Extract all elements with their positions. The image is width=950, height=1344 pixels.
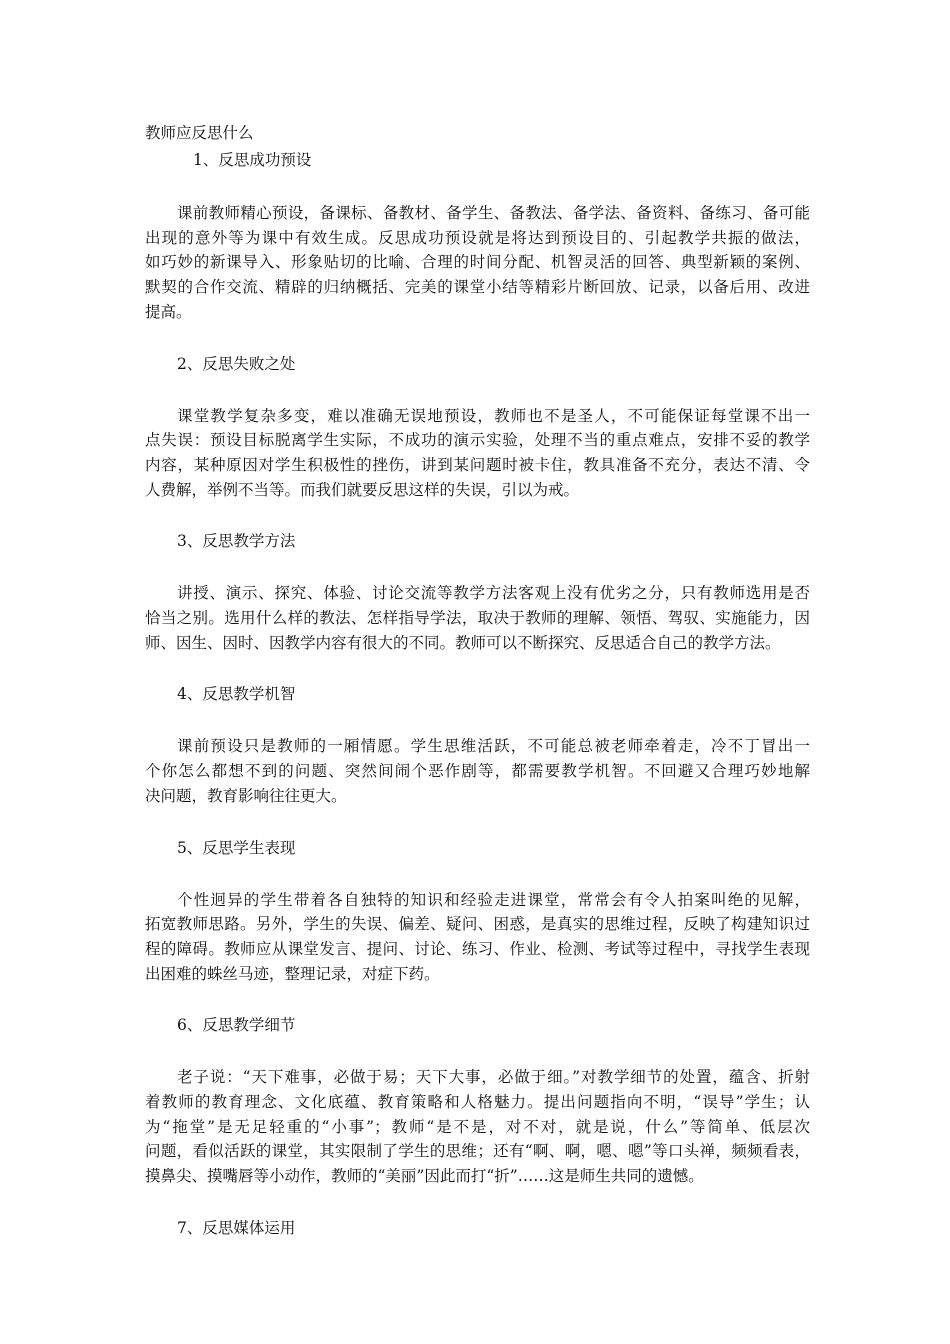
paragraph-line: 人费解，举例不当等。而我们就要反思这样的失误，引以为戒。 — [145, 480, 580, 499]
paragraph-line: 出困难的蛛丝马迹，整理记录，对症下药。 — [145, 964, 440, 983]
section-heading: 1、反思成功预设 — [193, 151, 312, 169]
paragraph-line: 为“拖堂”是无足轻重的“小事”；教师“是不是，对不对，就是说，什么”等简单、低层次 — [145, 1117, 810, 1136]
section-paragraph — [145, 404, 810, 503]
paragraph-line: 提高。 — [145, 302, 192, 321]
paragraph-line: 恰当之别。选用什么样的教法、怎样指导学法，取决于教师的理解、领悟、驾驭、实施能力，因 — [145, 609, 810, 628]
paragraph-line: 点失误：预设目标脱离学生实际，不成功的演示实验，处理不当的重点难点，安排不妥的教学 — [145, 431, 810, 450]
section-paragraph — [145, 888, 810, 987]
paragraph-line: 师、因生、因时、因教学内容有很大的不同。教师可以不断探究、反思适合自己的教学方法。 — [145, 633, 781, 652]
section-heading: 7、反思媒体运用 — [177, 1218, 296, 1237]
paragraph-line: 内容，某种原因对学生积极性的挫伤，讲到某问题时被卡住，教具准备不充分，表达不清、令 — [145, 455, 810, 474]
paragraph-line: 讲授、演示、探究、体验、讨论交流等教学方法客观上没有优劣之分，只有教师选用是否 — [177, 584, 810, 603]
paragraph-line: 问题，看似活跃的课堂，其实限制了学生的思维；还有“啊、啊，嗯、嗯”等口头禅，频频看表， — [145, 1142, 810, 1161]
section-heading: 3、反思教学方法 — [177, 532, 296, 551]
paragraph-line: 默契的合作交流、精辟的归纳概括、完美的课堂小结等精彩片断回放、记录，以备后用、改进 — [145, 278, 810, 297]
paragraph-line: 摸鼻尖、摸嘴唇等小动作，教师的“美丽”因此而打“折”……这是师生共同的遗憾。 — [145, 1167, 704, 1186]
paragraph-line: 决问题，教育影响往往更大。 — [145, 786, 347, 805]
section-heading: 4、反思教学机智 — [177, 685, 296, 704]
paragraph-line: 个你怎么都想不到的问题、突然间闹个恶作剧等，都需要教学机智。不回避又合理巧妙地解 — [145, 762, 810, 781]
section-paragraph — [145, 581, 810, 655]
document-page — [145, 122, 810, 1239]
paragraph-line: 着教师的教育理念、文化底蕴、教育策略和人格魅力。提出问题指向不明，“误导”学生；认 — [145, 1093, 810, 1112]
paragraph-line: 拓宽教师思路。另外，学生的失误、偏差、疑问、困惑，是真实的思维过程，反映了构建知识过 — [145, 915, 810, 934]
paragraph-line: 课前教师精心预设，备课标、备教材、备学生、备教法、备学法、备资料、备练习、备可能 — [177, 204, 810, 222]
section-paragraph — [145, 734, 810, 808]
section-paragraph — [145, 1065, 810, 1189]
paragraph-line: 如巧妙的新课导入、形象贴切的比喻、合理的时间分配、机智灵活的回答、典型新颖的案例、 — [145, 253, 810, 272]
paragraph-line: 课前预设只是教师的一厢情愿。学生思维活跃，不可能总被老师牵着走，冷不丁冒出一 — [177, 737, 810, 756]
paragraph-line: 个性迥异的学生带着各自独特的知识和经验走进课堂，常常会有令人拍案叫绝的见解， — [177, 890, 810, 909]
paragraph-line: 程的障碍。教师应从课堂发言、提问、讨论、练习、作业、检测、考试等过程中，寻找学生表现 — [145, 939, 810, 958]
paragraph-line: 课堂教学复杂多变，难以准确无误地预设，教师也不是圣人，不可能保证每堂课不出一 — [177, 406, 810, 425]
paragraph-line: 出现的意外等为课中有效生成。反思成功预设就是将达到预设目的、引起教学共振的做法， — [145, 228, 810, 247]
section-heading: 6、反思教学细节 — [177, 1016, 296, 1035]
document-title: 教师应反思什么 — [145, 124, 254, 142]
section-heading: 5、反思学生表现 — [177, 838, 296, 857]
section-paragraph — [145, 201, 810, 325]
paragraph-line: 老子说：“天下难事，必做于易；天下大事，必做于细。”对教学细节的处置，蕴含、折射 — [177, 1068, 810, 1087]
section-heading: 2、反思失败之处 — [177, 354, 296, 373]
